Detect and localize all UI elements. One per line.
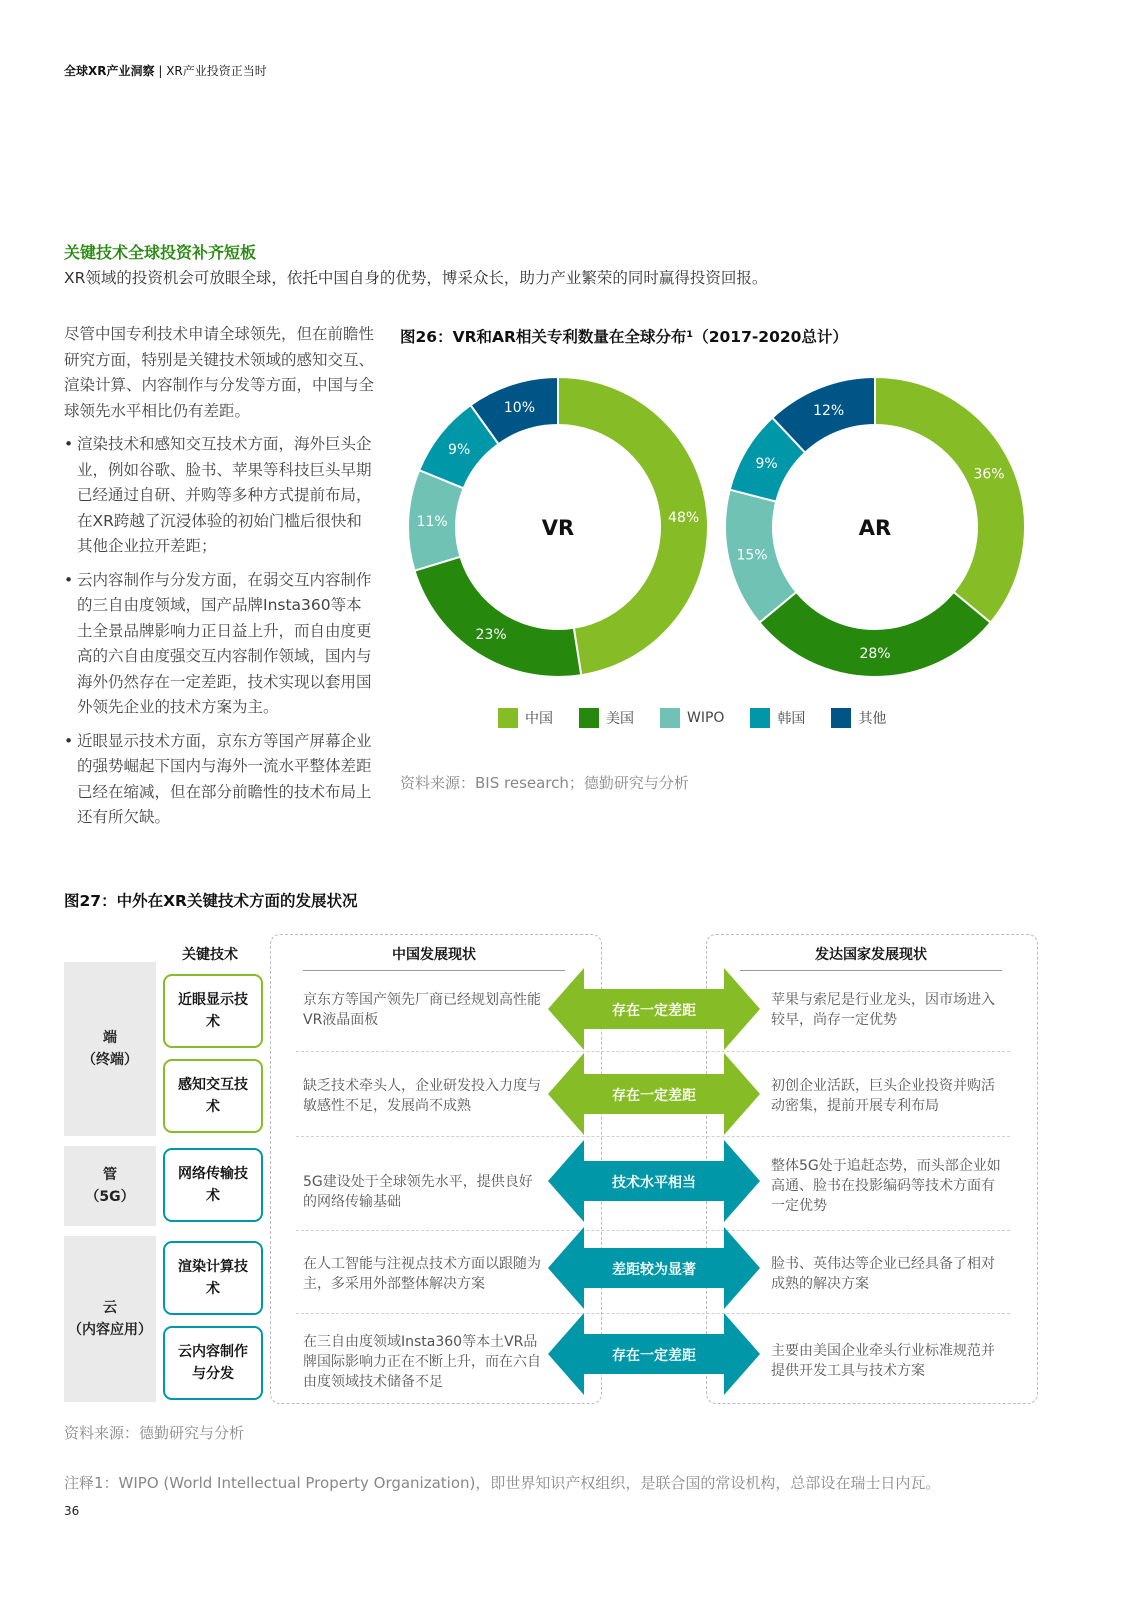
legend-swatch xyxy=(498,708,518,728)
donut-slice xyxy=(759,592,990,677)
gap-label: 存在一定差距 xyxy=(612,1088,696,1104)
legend-item xyxy=(831,708,886,728)
footnote: 注释1：WIPO (World Intellectual Property Organization)，即世界知识产权组织，是联合国的常设机构，总部设在瑞士日内瓦。 xyxy=(64,1474,941,1492)
legend-swatch xyxy=(660,708,680,728)
slice-label: 15% xyxy=(736,547,768,564)
tech-label: 渲染计算技术 xyxy=(178,1259,248,1297)
gap-label: 技术水平相当 xyxy=(612,1175,696,1191)
slice-label: 11% xyxy=(416,514,448,531)
tech-network-transmission xyxy=(163,1148,263,1222)
donut-slice xyxy=(875,377,1025,623)
category-terminal xyxy=(64,962,156,1136)
bullet-item: • 渲染技术和感知交互技术方面，海外巨头企业，例如谷歌、脸书、苹果等科技巨头早期已经通过自研、并购等多种方式提前布局，在XR跨越了沉浸体验的初始门槛后很快和其他企业拉开差距； xyxy=(64,432,376,560)
figure26-title: 图26：VR和AR相关专利数量在全球分布¹（2017-2020总计） xyxy=(400,328,848,346)
donut-slice xyxy=(415,557,582,677)
section-intro: XR领域的投资机会可放眼全球，依托中国自身的优势，博采众长，助力产业繁荣的同时赢得投资回报。 xyxy=(64,269,768,287)
running-header xyxy=(64,62,267,79)
tech-cloud-content xyxy=(163,1326,263,1400)
header-separator: | xyxy=(158,64,163,78)
legend-label: 美国 xyxy=(606,711,634,727)
gap-label: 差距较为显著 xyxy=(612,1262,696,1278)
section-title: 关键技术全球投资补齐短板 xyxy=(64,243,257,262)
legend-swatch xyxy=(831,708,851,728)
body-text xyxy=(64,322,376,839)
chart-legend xyxy=(498,708,912,728)
figure27-source: 资料来源：德勤研究与分析 xyxy=(64,1424,245,1442)
china-status: 京东方等国产领先厂商已经规划高性能VR液晶面板 xyxy=(303,992,541,1028)
tech-label: 网络传输技术 xyxy=(178,1166,248,1204)
body-paragraph: 尽管中国专利技术申请全球领先，但在前瞻性研究方面，特别是关键技术领域的感知交互、渲染计算、内容制作与分发等方面，中国与全球领先水平相比仍有差距。 xyxy=(64,325,375,420)
bullet-list xyxy=(64,432,376,831)
china-status: 在人工智能与注视点技术方面以跟随为主，多采用外部整体解决方案 xyxy=(303,1256,541,1292)
page-number: 36 xyxy=(64,1504,80,1518)
developed-status: 初创企业活跃，巨头企业投资并购活动密集，提前开展专利布局 xyxy=(771,1078,995,1114)
category-name: 云 xyxy=(103,1300,117,1316)
category-name: 端 xyxy=(103,1030,117,1046)
donut-center-label: VR xyxy=(541,516,575,540)
china-status: 在三自由度领域Insta360等本土VR品牌国际影响力正在不断上升，而在六自由度领域技术储备不足 xyxy=(303,1334,541,1390)
slice-label: 36% xyxy=(973,466,1005,483)
legend-swatch xyxy=(579,708,599,728)
figure26-source: 资料来源：BIS research；德勤研究与分析 xyxy=(400,774,689,792)
tech-near-eye-display xyxy=(163,974,263,1048)
legend-label: WIPO xyxy=(687,710,725,726)
legend-label: 韩国 xyxy=(777,711,806,727)
donut-charts xyxy=(400,370,1040,700)
header-brand: 全球XR产业洞察 xyxy=(64,64,155,78)
tech-rendering-computing xyxy=(163,1241,263,1315)
slice-label: 10% xyxy=(503,400,535,417)
bullet-item: • 云内容制作与分发方面，在弱交互内容制作的三自由度领域，国产品牌Insta360等本土全景品牌影响力正日益上升，而自由度更高的六自由度强交互内容制作领域，国内与海外仍然存在一定差距，技术实现以套用国外领先企业的技术方案为主。 xyxy=(64,568,376,721)
donut-center-label: AR xyxy=(858,516,892,540)
developed-status: 主要由美国企业牵头行业标准规范并提供开发工具与技术方案 xyxy=(771,1343,995,1379)
developed-status: 整体5G处于追赶态势，而头部企业如高通、脸书在投影编码等技术方面有一定优势 xyxy=(771,1158,1001,1214)
category-cloud xyxy=(64,1236,156,1402)
developed-status: 苹果与索尼是行业龙头，因市场进入较早，尚存一定优势 xyxy=(771,992,995,1028)
category-pipe xyxy=(64,1146,156,1226)
col-header-tech: 关键技术 xyxy=(182,947,238,963)
tech-label: 近眼显示技术 xyxy=(178,992,248,1030)
gap-label: 存在一定差距 xyxy=(612,1003,696,1019)
legend-item xyxy=(750,708,805,728)
slice-label: 12% xyxy=(813,402,845,419)
bullet-item: • 近眼显示技术方面，京东方等国产屏幕企业的强势崛起下国内与海外一流水平整体差距已经在缩减，但在部分前瞻性的技术布局上还有所欠缺。 xyxy=(64,729,376,831)
tech-perception-interaction xyxy=(163,1059,263,1133)
china-status: 缺乏技术牵头人，企业研发投入力度与敏感性不足，发展尚不成熟 xyxy=(303,1078,541,1114)
legend-item xyxy=(579,708,634,728)
category-sub: （内容应用） xyxy=(68,1322,152,1338)
category-name: 管 xyxy=(102,1167,117,1183)
legend-label: 其他 xyxy=(858,711,887,727)
legend-item xyxy=(498,708,553,728)
slice-label: 48% xyxy=(668,510,700,527)
legend-label: 中国 xyxy=(525,711,553,727)
slice-label: 9% xyxy=(755,455,778,472)
legend-item xyxy=(660,708,724,728)
donut-ar xyxy=(725,377,1025,677)
tech-label: 感知交互技术 xyxy=(178,1077,248,1115)
category-sub: （终端） xyxy=(82,1052,138,1068)
gap-label: 存在一定差距 xyxy=(612,1348,696,1364)
developed-status: 脸书、英伟达等企业已经具备了相对成熟的解决方案 xyxy=(771,1256,995,1292)
donut-vr xyxy=(408,377,708,677)
category-sub: （5G） xyxy=(85,1189,135,1205)
legend-swatch xyxy=(750,708,770,728)
col-header-china: 中国发展现状 xyxy=(303,944,565,971)
slice-label: 28% xyxy=(859,646,891,662)
china-status: 5G建设处于全球领先水平，提供良好的网络传输基础 xyxy=(303,1174,533,1210)
slice-label: 9% xyxy=(448,441,471,458)
tech-label: 云内容制作与分发 xyxy=(178,1344,248,1382)
col-header-developed: 发达国家发展现状 xyxy=(740,944,1002,971)
header-subtitle: XR产业投资正当时 xyxy=(166,64,267,78)
figure27-title: 图27：中外在XR关键技术方面的发展状况 xyxy=(64,892,358,910)
slice-label: 23% xyxy=(475,626,507,643)
